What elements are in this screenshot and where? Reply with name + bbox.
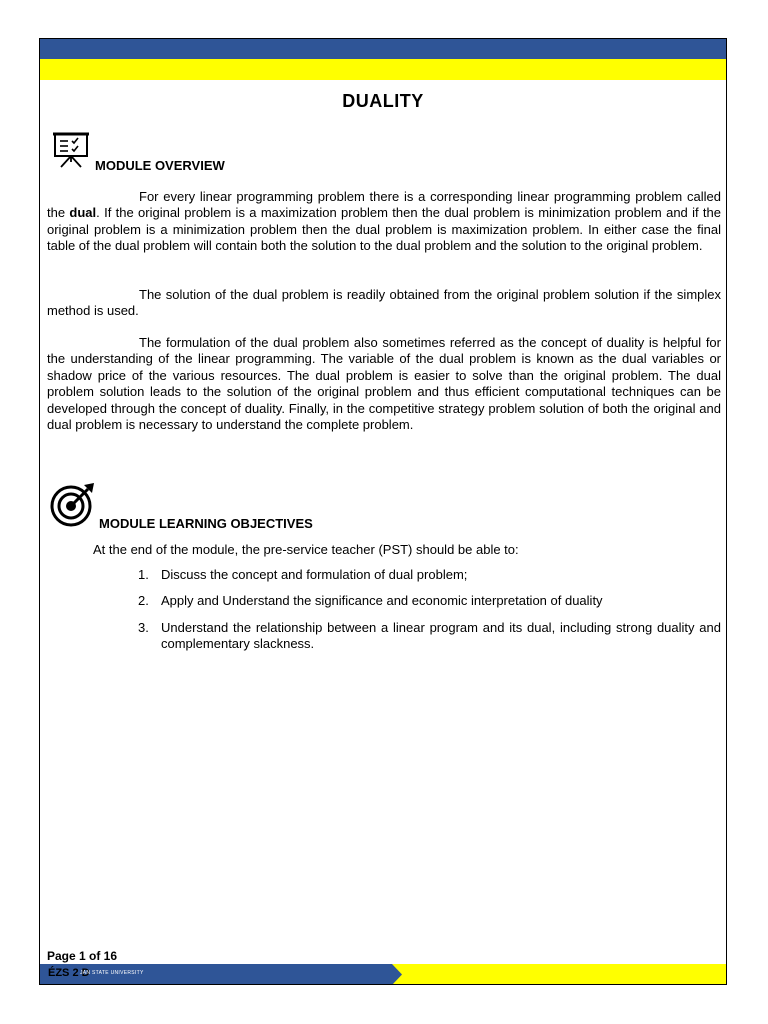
list-item-number: 2. bbox=[138, 593, 149, 609]
footer-university: JAN STATE UNIVERSITY bbox=[80, 970, 144, 976]
objectives-intro: At the end of the module, the pre-service teacher (PST) should be able to: bbox=[93, 542, 519, 557]
overview-paragraph-2-text: The solution of the dual problem is readily obtained from the original problem solution if the simplex method is used. bbox=[47, 287, 721, 319]
header-blue-band bbox=[40, 39, 726, 59]
overview-paragraph-1 bbox=[47, 189, 721, 255]
overview-paragraph-2 bbox=[47, 287, 721, 320]
learning-objectives-heading: MODULE LEARNING OBJECTIVES bbox=[99, 516, 313, 531]
page-frame bbox=[39, 38, 727, 985]
target-icon bbox=[50, 483, 96, 527]
objectives-list bbox=[133, 567, 721, 663]
page-title: DUALITY bbox=[342, 91, 424, 111]
overview-paragraph-3 bbox=[47, 335, 721, 433]
presentation-board-icon bbox=[52, 131, 90, 169]
page-number: Page 1 of 16 bbox=[47, 949, 118, 963]
overview-paragraph-1-start: For every linear programming problem there is a corresponding linear programming problem called the bbox=[47, 189, 721, 221]
module-overview-heading: MODULE OVERVIEW bbox=[95, 158, 225, 173]
list-item bbox=[133, 593, 721, 609]
overview-paragraph-1-end: . If the original problem is a maximization problem then the dual problem is minimization problem and if the original problem is a minimization problem then the dual problem is maximization problem. In either case the final table of the dual problem will contain both the solution to the dual problem and the solution to the original problem. bbox=[47, 205, 722, 254]
footer-code: ÉZS 2 D bbox=[48, 967, 90, 979]
list-item-text: Discuss the concept and formulation of dual problem; bbox=[161, 567, 468, 582]
header-yellow-band bbox=[40, 59, 726, 80]
list-item-text: Understand the relationship between a linear program and its dual, including strong duality and complementary slackness. bbox=[161, 619, 721, 652]
overview-paragraph-3-text: The formulation of the dual problem also sometimes referred as the concept of duality is helpful for the understanding of the linear programming. The variable of the dual problem is known as the dual variables or shadow price of the various resources. The dual problem is easier to solve than the original problem. The dual problem solution leads to the solution of the original problem and thus efficient computational techniques can be developed through the concept of duality. Finally, in the competitive strategy problem solution of both the original and dual problem is necessary to understand the complete problem. bbox=[47, 335, 721, 433]
list-item bbox=[133, 567, 721, 583]
dual-keyword: dual bbox=[69, 205, 97, 221]
list-item-number: 1. bbox=[138, 567, 149, 582]
list-item bbox=[133, 620, 721, 653]
list-item-number: 3. bbox=[138, 619, 149, 635]
list-item-text: Apply and Understand the significance and economic interpretation of duality bbox=[161, 593, 603, 609]
footer-band bbox=[40, 964, 726, 985]
